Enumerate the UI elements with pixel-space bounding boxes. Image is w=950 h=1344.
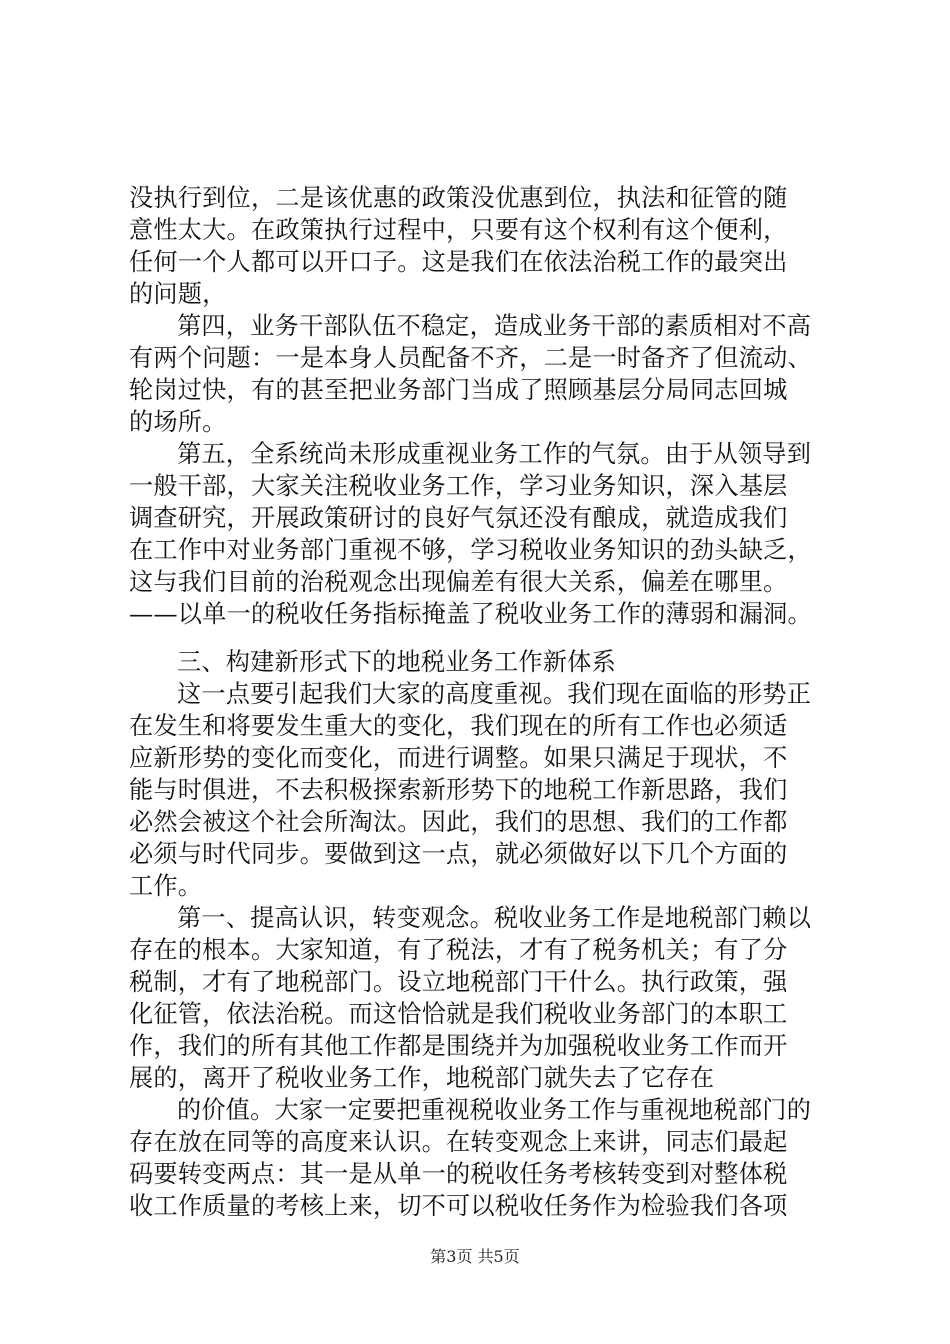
text-line: 第五，全系统尚未形成重视业务工作的气氛。由于从领导到	[177, 440, 812, 468]
text-line: 的价值。大家一定要把重视税收业务工作与重视地税部门的	[177, 1096, 812, 1124]
text-line: 税制，才有了地税部门。设立地税部门干什么。执行政策，强	[129, 968, 788, 996]
text-line: 码要转变两点：其一是从单一的税收任务考核转变到对整体税	[129, 1160, 788, 1188]
text-line: 任何一个人都可以开口子。这是我们在依法治税工作的最突出	[129, 248, 788, 276]
text-line: 化征管，依法治税。而这恰恰就是我们税收业务部门的本职工	[129, 1000, 788, 1028]
text-line: ——以单一的税收任务指标掩盖了税收业务工作的薄弱和漏洞。	[129, 600, 812, 628]
text-line: 在发生和将要发生重大的变化，我们现在的所有工作也必须适	[129, 712, 788, 740]
text-line: 有两个问题：一是本身人员配备不齐，二是一时备齐了但流动、	[129, 344, 812, 372]
text-line: 轮岗过快，有的甚至把业务部门当成了照顾基层分局同志回城	[129, 376, 788, 404]
text-line: 一般干部，大家关注税收业务工作，学习业务知识，深入基层	[129, 472, 788, 500]
text-line: 这与我们目前的治税观念出现偏差有很大关系，偏差在哪里。	[129, 568, 788, 596]
text-line: 没执行到位，二是该优惠的政策没优惠到位，执法和征管的随	[129, 184, 788, 212]
text-line: 必然会被这个社会所淘汰。因此，我们的思想、我们的工作都	[129, 808, 788, 836]
text-line: 必须与时代同步。要做到这一点，就必须做好以下几个方面的	[129, 840, 788, 868]
text-line: 存在的根本。大家知道，有了税法，才有了税务机关；有了分	[129, 936, 788, 964]
text-line: 这一点要引起我们大家的高度重视。我们现在面临的形势正	[177, 680, 812, 708]
text-line: 调查研究，开展政策研讨的良好气氛还没有酿成，就造成我们	[129, 504, 788, 532]
text-line: 作，我们的所有其他工作都是围绕并为加强税收业务工作而开	[129, 1032, 788, 1060]
text-line: 的场所。	[129, 408, 227, 436]
text-line: 三、构建新形式下的地税业务工作新体系	[177, 648, 616, 676]
text-line: 意性太大。在政策执行过程中，只要有这个权利有这个便利，	[129, 216, 788, 244]
text-line: 能与时俱进，不去积极探索新形势下的地税工作新思路，我们	[129, 776, 788, 804]
text-line: 展的，离开了税收业务工作，地税部门就失去了它存在	[129, 1064, 715, 1092]
text-line: 应新形势的变化而变化，而进行调整。如果只满足于现状，不	[129, 744, 788, 772]
text-line: 的问题，	[129, 280, 227, 308]
text-line: 存在放在同等的高度来认识。在转变观念上来讲，同志们最起	[129, 1128, 788, 1156]
text-line: 第一、提高认识，转变观念。税收业务工作是地税部门赖以	[177, 904, 812, 932]
text-line: 第四，业务干部队伍不稳定，造成业务干部的素质相对不高	[177, 312, 812, 340]
page-footer: 第3页 共5页	[430, 1247, 520, 1266]
text-line: 工作。	[129, 872, 203, 900]
text-line: 收工作质量的考核上来，切不可以税收任务作为检验我们各项	[129, 1192, 788, 1220]
text-line: 在工作中对业务部门重视不够，学习税收业务知识的劲头缺乏，	[129, 536, 812, 564]
